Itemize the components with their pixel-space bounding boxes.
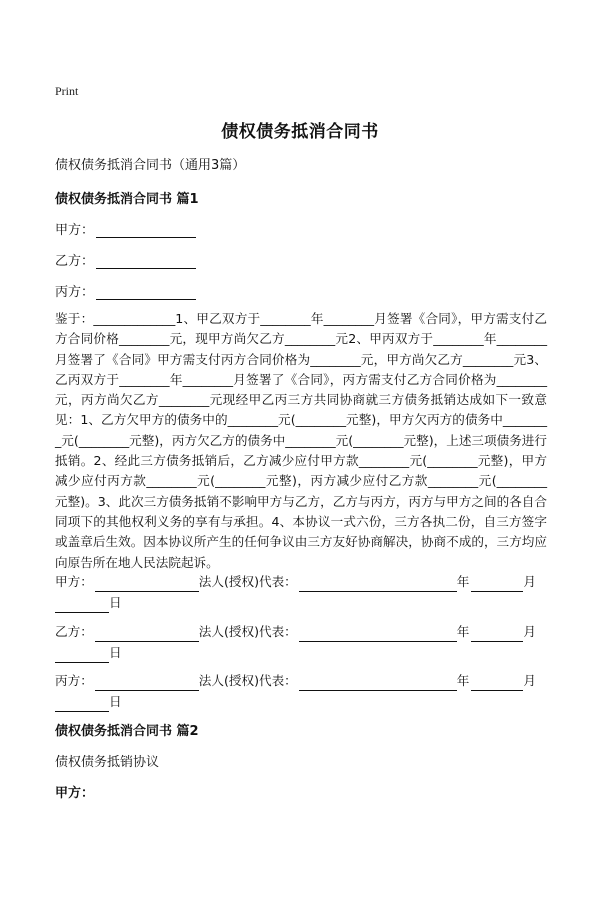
party-b-line <box>55 250 196 269</box>
party-c-label: 丙方： <box>55 285 95 300</box>
party-b-blank <box>96 254 196 269</box>
sign-party-label: 乙方： <box>55 624 93 639</box>
sign-day-blank <box>55 697 109 712</box>
sign-day-label: 日 <box>109 694 122 709</box>
party-a-line <box>55 219 196 238</box>
sign-rep-label: 法人(授权)代表： <box>198 574 297 589</box>
sign-party-label: 甲方： <box>55 574 93 589</box>
party-c-blank <box>96 285 196 300</box>
sign-day-label: 日 <box>109 645 122 660</box>
sign-day-blank <box>55 648 109 663</box>
section-1-heading: 债权债务抵消合同书 篇1 <box>55 192 199 207</box>
sign-party-blank <box>95 627 199 642</box>
signature-block-a <box>55 571 547 613</box>
document-subtitle: 债权债务抵消合同书（通用3篇） <box>55 158 246 173</box>
sign-year-label: 年 <box>456 624 470 639</box>
sign-day-blank <box>55 598 109 613</box>
sign-rep-label: 法人(授权)代表： <box>198 673 297 688</box>
signature-block-c <box>55 670 547 712</box>
party-a-label: 甲方： <box>55 223 95 238</box>
sign-rep-blank <box>299 577 457 592</box>
sign-year-blank <box>471 627 523 642</box>
sign-party-label: 丙方： <box>55 673 93 688</box>
document-title: 债权债务抵消合同书 <box>221 122 379 142</box>
print-link[interactable]: Print <box>55 84 79 98</box>
sign-rep-label: 法人(授权)代表： <box>198 624 297 639</box>
party-c-line <box>55 281 196 300</box>
sign-month-label: 月 <box>523 673 536 688</box>
sign-year-blank <box>471 577 523 592</box>
party-a-blank <box>96 223 196 238</box>
section-2-party-a: 甲方： <box>55 786 95 801</box>
sign-month-label: 月 <box>523 574 536 589</box>
section-2-subtitle: 债权债务抵销协议 <box>55 755 160 770</box>
section-2-heading: 债权债务抵消合同书 篇2 <box>55 724 199 739</box>
sign-rep-blank <box>299 676 457 691</box>
sign-year-label: 年 <box>456 673 470 688</box>
sign-rep-blank <box>299 627 457 642</box>
sign-day-label: 日 <box>109 595 122 610</box>
sign-party-blank <box>95 577 199 592</box>
party-b-label: 乙方： <box>55 254 95 269</box>
sign-party-blank <box>95 676 199 691</box>
sign-year-label: 年 <box>456 574 470 589</box>
sign-month-label: 月 <box>523 624 536 639</box>
agreement-body: 鉴于：_____________1、甲乙双方于________年________月签署《合同》，甲方需支付乙方合同价格________元，现甲方尚欠乙方________元2、甲丙双方于________年________月签署了《合同》甲方需支付丙方合同价格为________元，甲方尚欠乙方________元3、乙丙双方于________年________月签署了《合同》，丙方需支付乙方合同价格为________元，丙方尚欠乙方________元现经甲乙丙三方共同协商就三方债务抵销达成如下一致意见：1、乙方欠甲方的债务中的________元(________元整)，甲方欠丙方的债务中________元(________元整)，丙方欠乙方的债务中________元(________元整)，上述三项债务进行抵销。2、经此三方债务抵销后，乙方减少应付甲方款________元(________元整)，甲方减少应付丙方款________元(________元整)，丙方减少应付乙方款________元(________元整)。3、此次三方债务抵销不影响甲方与乙方，乙方与丙方，丙方与甲方之间的各自合同项下的其他权利义务的享有与承担。4、本协议一式六份，三方各执二份，自三方签字或盖章后生效。因本协议所产生的任何争议由三方友好协商解决，协商不成的，三方均应向原告所在地人民法院起诉。 <box>55 311 547 570</box>
sign-year-blank <box>471 676 523 691</box>
signature-block-b <box>55 621 547 663</box>
